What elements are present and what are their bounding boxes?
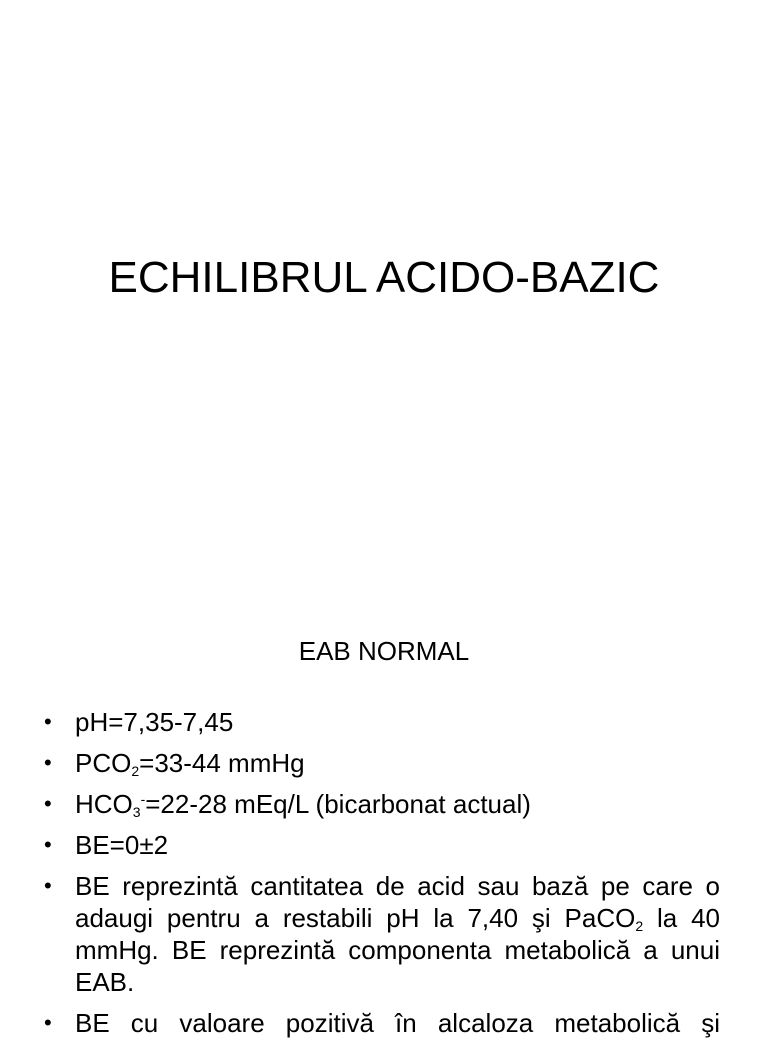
bullet-list <box>44 706 720 1048</box>
list-item-be <box>44 829 720 861</box>
bullet-icon: • <box>44 1010 52 1035</box>
bullet-text: $HCO_3^-=22-28$ mEq/L (bicarbonat actual) <box>75 789 531 820</box>
list-item-be-positive <box>44 1007 720 1039</box>
bullet-text: BE cu valoare pozitivă în alcaloza metabolică şi <box>75 1008 720 1038</box>
bullet-text: pH=7,35-7,45 <box>75 707 234 737</box>
bullet-icon: • <box>44 709 52 734</box>
bullet-icon: • <box>44 873 52 898</box>
slide-title: ECHILIBRUL ACIDO-BAZIC <box>108 253 660 302</box>
bullet-text: BE=0±2 <box>75 830 169 860</box>
section-title: EAB NORMAL <box>298 636 470 666</box>
list-item-hco3 <box>44 788 720 820</box>
bullet-text: $PCO_2=33-44$ mmHg <box>75 748 305 779</box>
bullet-icon: • <box>44 832 52 857</box>
list-item-be-definition <box>44 870 720 998</box>
list-item-ph <box>44 706 720 738</box>
bullet-icon: • <box>44 750 52 775</box>
list-item-pco2 <box>44 747 720 779</box>
bullet-text: BE reprezintă cantitatea de acid sau bază pe care o adaugi pentru a restabili pH la 7,40 şi PaCO$_2$ la 40 mmHg. BE reprezintă componenta metabolică a unui EAB. <box>75 871 721 997</box>
bullet-icon: • <box>44 791 52 816</box>
